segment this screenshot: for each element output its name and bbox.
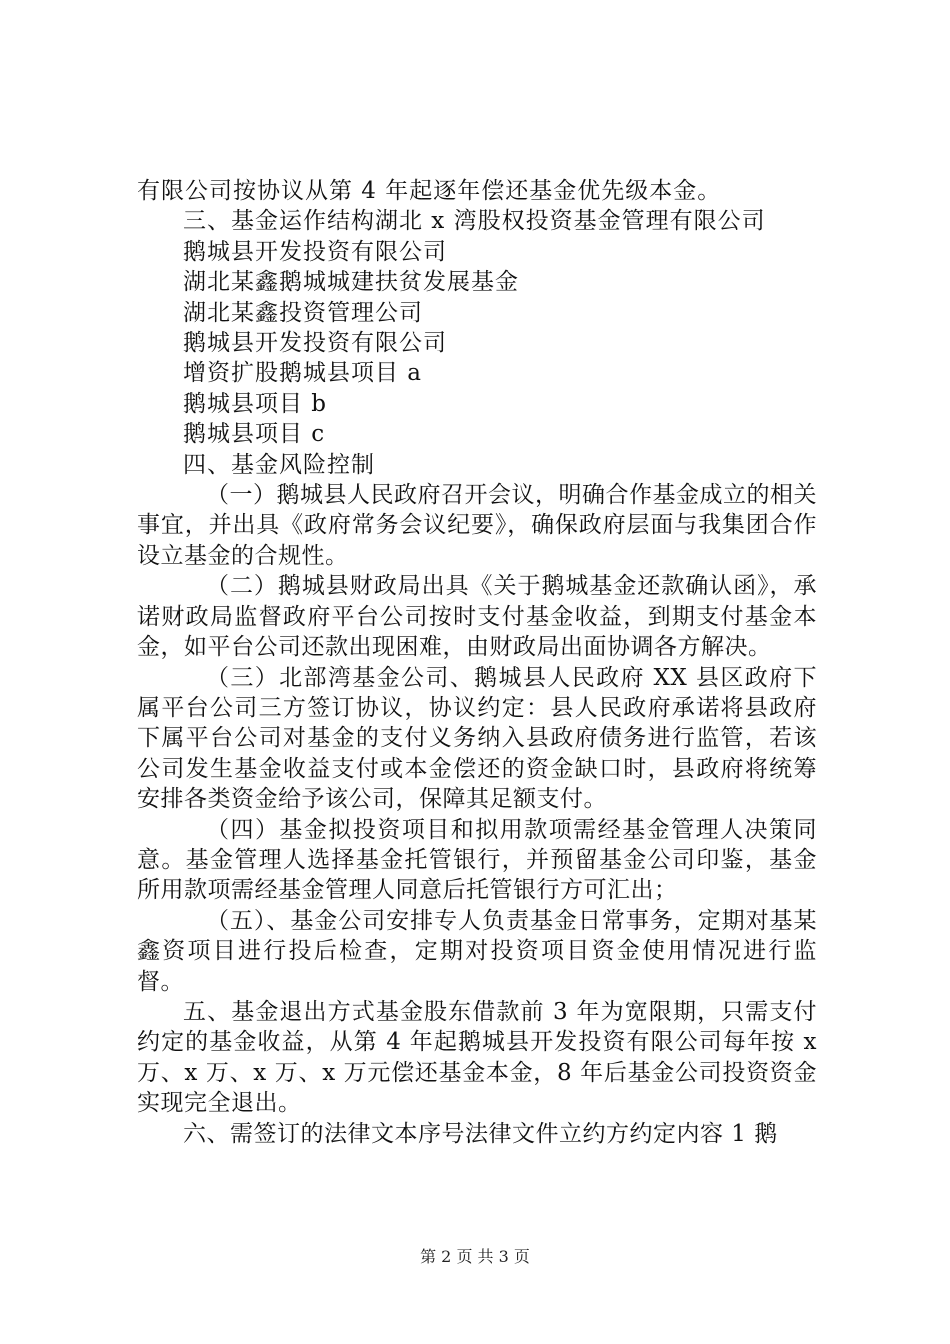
paragraph: 五、基金退出方式基金股东借款前 3 年为宽限期，只需支付约定的基金收益，从第 4 年起鹅城县开发投资有限公司每年按 x 万、x 万、x 万、x 万元偿还基金本金，8 年后基金公司投资资金实现完全退出。 [137, 998, 817, 1117]
structure-item: 湖北某鑫投资管理公司 [183, 299, 423, 326]
paragraph: （二）鹅城县财政局出具《关于鹅城基金还款确认函》，承诺财政局监督政府平台公司按时支付基金收益，到期支付基金本金，如平台公司还款出现困难，由财政局出面协调各方解决。 [137, 573, 817, 661]
structure-item: 增资扩股鹅城县项目 a [183, 360, 423, 387]
structure-item: 鹅城县开发投资有限公司 [183, 330, 447, 357]
paragraph: （一）鹅城县人民政府召开会议，明确合作基金成立的相关事宜，并出具《政府常务会议纪要》，确保政府层面与我集团合作设立基金的合规性。 [137, 482, 817, 569]
text-line: 有限公司按协议从第 4 年起逐年偿还基金优先级本金。 [137, 178, 722, 204]
structure-item: 鹅城县开发投资有限公司 [183, 238, 447, 265]
paragraph: 六、需签订的法律文本序号法律文件立约方约定内容 1 鹅 [183, 1120, 778, 1147]
page-number-label: 第 2 页 共 3 页 [420, 1247, 530, 1266]
paragraph: （四）基金拟投资项目和拟用款项需经基金管理人决策同意。基金管理人选择基金托管银行，并预留基金公司印鉴，基金所用款项需经基金管理人同意后托管银行方可汇出； [137, 816, 817, 904]
structure-item: 湖北某鑫鹅城城建扶贫发展基金 [183, 269, 519, 296]
structure-item: 鹅城县项目 b [183, 390, 328, 417]
document-body [137, 176, 817, 1149]
paragraph: （三）北部湾基金公司、鹅城县人民政府 XX 县区政府下属平台公司三方签订协议，协议约定：县人民政府承诺将县政府下属平台公司对基金的支付义务纳入县政府债务进行监管，若该公司发生基金收益支付或本金偿还的资金缺口时，县政府将统筹安排各类资金给予该公司，保障其足额支付。 [137, 664, 817, 813]
paragraph: （五）、基金公司安排专人负责基金日常事务，定期对基某鑫资项目进行投后检查，定期对投资项目资金使用情况进行监督。 [137, 907, 817, 995]
section-heading: 三、基金运作结构湖北 x 湾股权投资基金管理有限公司 [183, 208, 766, 235]
structure-item: 鹅城县项目 c [183, 421, 326, 448]
page-footer [0, 1244, 950, 1267]
section-heading: 四、基金风险控制 [183, 451, 375, 478]
